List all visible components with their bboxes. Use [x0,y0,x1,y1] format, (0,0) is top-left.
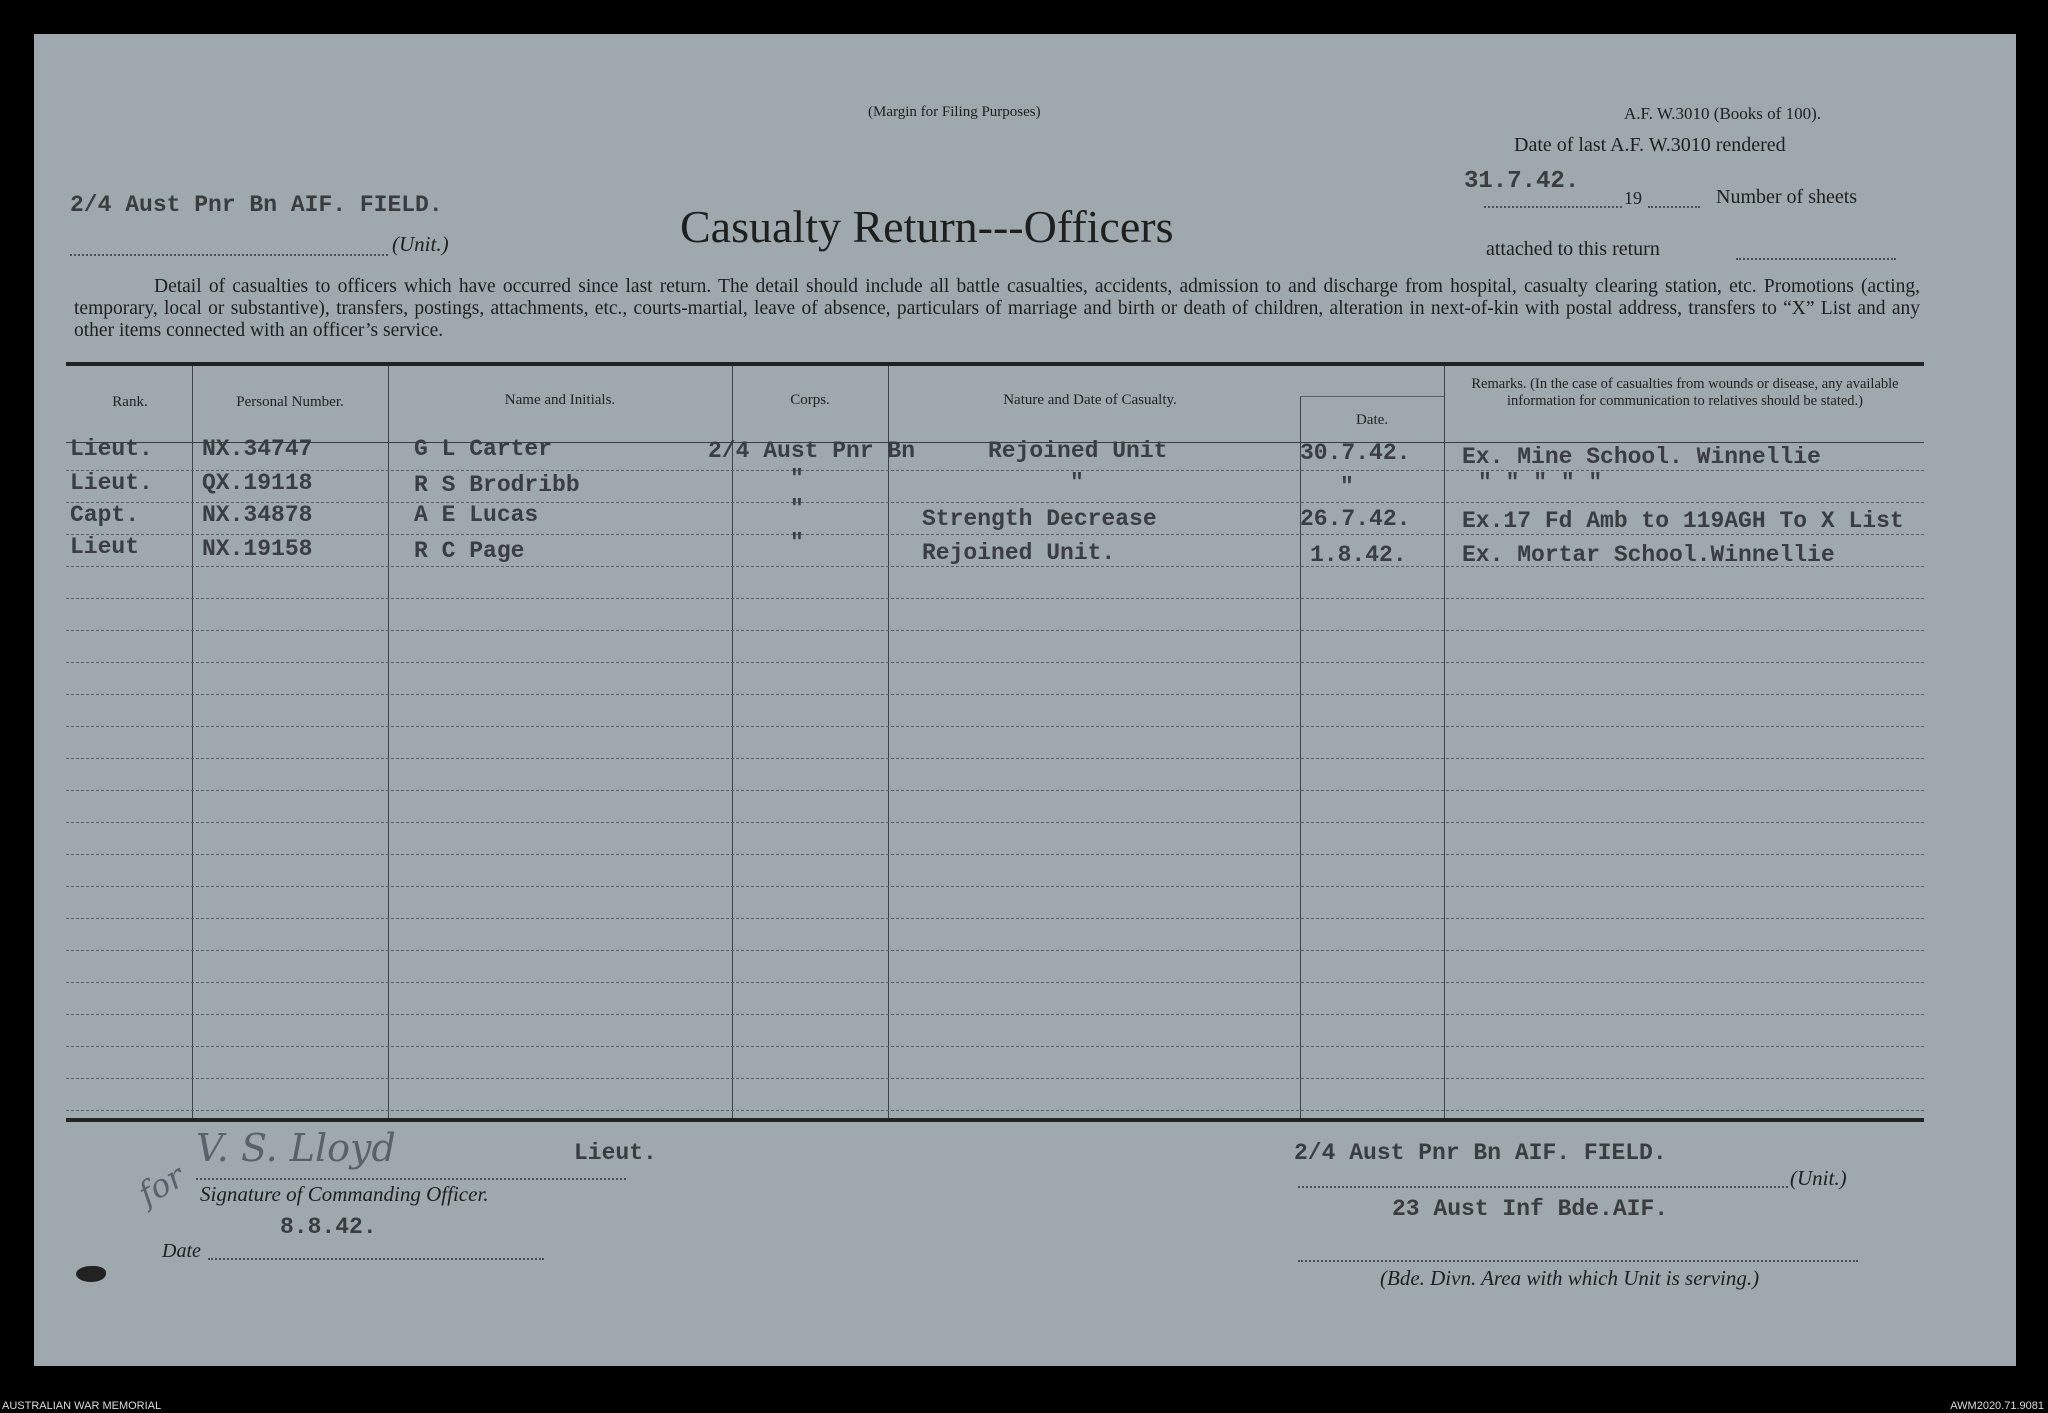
cell-corps: " [790,530,804,556]
ruled-line [66,758,1924,759]
cell-remarks: " " " " " [1478,470,1603,496]
ruled-line [66,1014,1924,1015]
ruled-line [66,1078,1924,1079]
signature-label: Signature of Commanding Officer. [200,1182,489,1206]
date-header-rule [1300,396,1444,397]
ruled-line [66,694,1924,695]
ruled-line [66,982,1924,983]
ruled-line [66,1046,1924,1047]
cell-number: NX.19158 [202,536,313,562]
cell-corps: " [790,496,804,522]
header-rank: Rank. [112,394,148,410]
sheets-label: Number of sheets [1716,186,1858,208]
ruled-line [66,598,1924,599]
header-personal-number: Personal Number. [236,394,344,410]
cell-date: " [1340,474,1354,500]
year-dots [1648,206,1700,208]
cell-nature: Strength Decrease [922,506,1157,532]
ruled-line [66,630,1924,631]
margin-note: (Margin for Filing Purposes) [868,104,1041,120]
header-nature: Nature and Date of Casualty. [1003,392,1177,408]
signature-rank: Lieut. [574,1140,657,1166]
year-prefix: 19 [1624,188,1642,208]
unit-dots [70,254,388,256]
cell-name: R S Brodribb [414,472,580,498]
cell-name: A E Lucas [414,502,539,528]
bde-dots [1298,1260,1858,1262]
ruled-line [66,726,1924,727]
form-code: A.F. W.3010 (Books of 100). [1624,104,1821,123]
unit-label: (Unit.) [392,232,449,256]
cell-rank: Capt. [70,502,140,528]
attached-dots [1736,258,1896,260]
ruled-line [66,822,1924,823]
col-divider [732,366,733,1118]
cell-date: 30.7.42. [1300,440,1411,466]
cell-number: NX.34878 [202,502,313,528]
cell-corps: " [790,466,804,492]
header-date: Date. [1355,412,1389,428]
header-name: Name and Initials. [504,392,616,408]
date-label: Date [162,1240,201,1262]
cell-date: 26.7.42. [1300,506,1411,532]
date-last-label: Date of last A.F. W.3010 rendered [1514,134,1786,156]
date-dots [208,1258,544,1260]
col-divider [888,366,889,1118]
cell-nature: " [1070,470,1084,496]
signature-dots [196,1178,626,1180]
col-divider [1300,396,1301,1118]
ruled-line [66,470,1924,471]
ink-blot [76,1266,106,1282]
date-last-value: 31.7.42. [1464,168,1580,195]
table-top-rule [66,362,1924,366]
cell-remarks: Ex. Mortar School.Winnellie [1462,542,1835,568]
cell-remarks: Ex.17 Fd Amb to 119AGH To X List [1462,508,1904,534]
bde-value: 23 Aust Inf Bde.AIF. [1392,1196,1669,1222]
ruled-line [66,1110,1924,1111]
footer-unit-label: (Unit.) [1790,1166,1847,1190]
archive-id: AWM2020.71.9081 [1950,1400,2044,1412]
bde-label: (Bde. Divn. Area with which Unit is serving.) [1380,1266,1760,1290]
cell-date: 1.8.42. [1310,542,1407,568]
cell-name: R C Page [414,538,525,564]
cell-rank: Lieut [70,534,140,560]
page-title: Casualty Return---Officers [680,201,1174,252]
col-divider [388,366,389,1118]
cell-rank: Lieut. [70,470,153,496]
ruled-line [66,918,1924,919]
cell-number: NX.34747 [202,436,313,462]
date-last-dots [1484,206,1622,208]
ruled-line [66,662,1924,663]
cell-nature: Rejoined Unit [988,438,1168,464]
ruled-line [66,534,1924,535]
table-bottom-rule [66,1118,1924,1122]
instructions: Detail of casualties to officers which have occurred since last return. The detail should include all battle casualties, accidents, admission to and discharge from hospital, casualty clearing station, etc. Promotions (acting, temporary, local or substantive), transfers, postings, attachments, etc., courts-martial, leave of absence, particulars of marriage and birth or death of children, alteration in next-of-kin with postal address, transfers to “X” List and any other items connected with an officer’s service. [74,276,1920,341]
ruled-line [66,854,1924,855]
cell-corps: 2/4 Aust Pnr Bn [708,438,916,464]
col-divider [192,366,193,1118]
header-remarks: Remarks. (In the case of casualties from wounds or disease, any available information for communication to relatives should be stated.) [1471,376,1899,409]
cell-nature: Rejoined Unit. [922,540,1116,566]
cell-name: G L Carter [414,436,553,462]
ruled-line [66,502,1924,503]
handwritten-signature: V. S. Lloyd [196,1126,396,1170]
date-value: 8.8.42. [280,1214,377,1240]
footer-unit-dots [1298,1186,1788,1188]
cell-rank: Lieut. [70,436,153,462]
header-corps: Corps. [790,392,830,408]
signature-for-note: for [131,1156,191,1214]
cell-number: QX.19118 [202,470,313,496]
attached-label: attached to this return [1486,238,1660,260]
cell-remarks: Ex. Mine School. Winnellie [1462,444,1821,470]
col-divider [1444,366,1445,1118]
ruled-line [66,886,1924,887]
ruled-line [66,790,1924,791]
ruled-line [66,950,1924,951]
unit-value: 2/4 Aust Pnr Bn AIF. FIELD. [70,192,443,218]
archive-caption: AUSTRALIAN WAR MEMORIAL [2,1400,162,1412]
footer-unit-value: 2/4 Aust Pnr Bn AIF. FIELD. [1294,1140,1667,1166]
